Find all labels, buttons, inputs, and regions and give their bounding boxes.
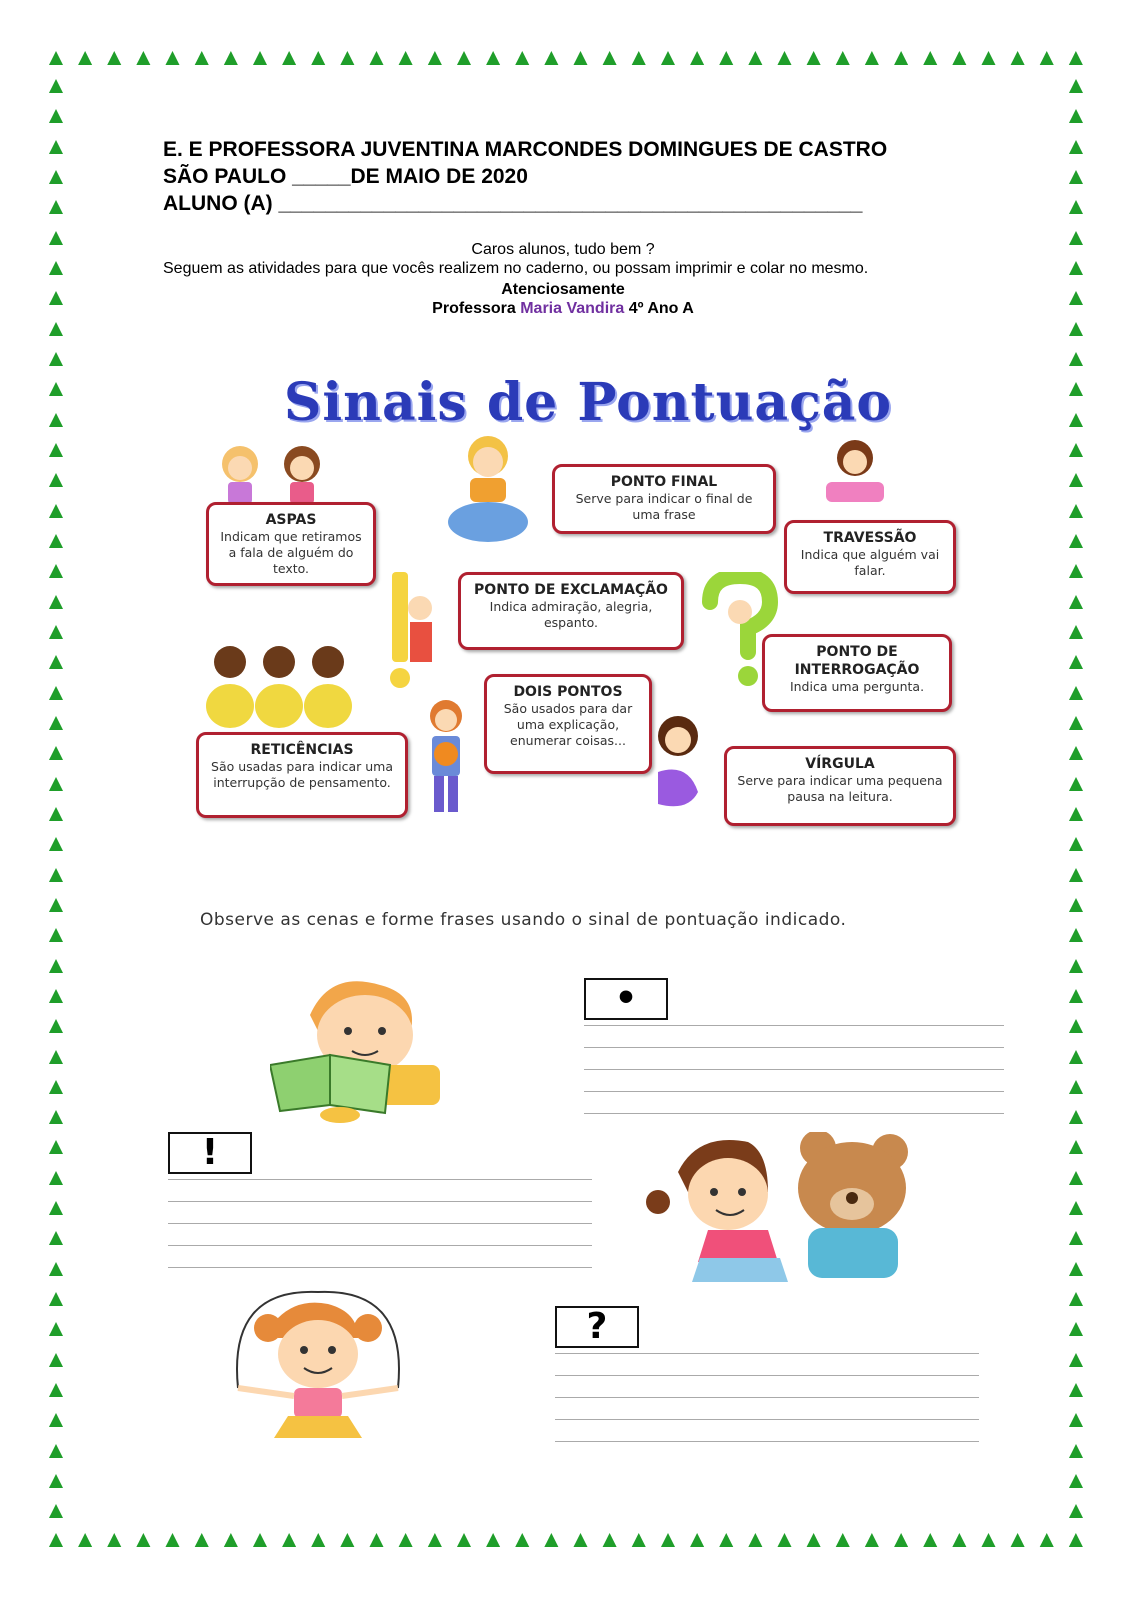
tree-icon: ▲: [1064, 648, 1088, 676]
tree-icon: ▲: [1064, 496, 1088, 524]
tree-icon: ▲: [1064, 72, 1088, 99]
tree-icon: ▲: [44, 1194, 68, 1222]
tree-icon: ▲: [1064, 102, 1088, 130]
signature: [163, 299, 963, 318]
tree-icon: ▲: [218, 1526, 243, 1553]
tree-icon: ▲: [44, 72, 68, 99]
tree-icon: ▲: [656, 44, 680, 71]
tree-icon: ▲: [422, 44, 447, 71]
tree-icon: ▲: [102, 1526, 127, 1553]
tree-icon: ▲: [277, 44, 301, 71]
card-interrogacao: [762, 634, 952, 712]
poster-title: Sinais de Pontuação: [283, 372, 893, 433]
card-title: TRAVESSÃO: [823, 530, 917, 546]
tree-icon: ▲: [44, 1012, 68, 1040]
tree-icon: ▲: [481, 1526, 505, 1553]
tree-icon: ▲: [364, 44, 389, 71]
card-desc: Indicam que retiramos a fala de alguém do texto.: [220, 529, 362, 576]
tree-icon: ▲: [44, 1103, 68, 1131]
tree-icon: ▲: [1064, 193, 1088, 221]
card-title: RETICÊNCIAS: [250, 742, 354, 758]
class-name: 4º Ano A: [628, 300, 694, 317]
tree-icon: ▲: [1064, 921, 1088, 949]
tree-icon: ▲: [568, 44, 593, 71]
tree-icon: ▲: [364, 1526, 389, 1553]
tree-icon: ▲: [510, 1526, 535, 1553]
tree-icon: ▲: [44, 951, 68, 979]
tree-icon: ▲: [44, 193, 68, 221]
tree-icon: ▲: [189, 44, 214, 71]
tree-icon: ▲: [248, 44, 272, 71]
tree-icon: ▲: [44, 617, 68, 645]
tree-icon: ▲: [539, 44, 564, 71]
tree-icon: ▲: [44, 830, 68, 858]
signature-prefix: Professora: [432, 300, 516, 317]
tree-icon: ▲: [1005, 44, 1030, 71]
tree-icon: ▲: [44, 1406, 68, 1434]
card-desc: Indica que alguém vai falar.: [800, 547, 940, 578]
tree-icon: ▲: [714, 44, 739, 71]
tree-icon: ▲: [73, 44, 98, 71]
tree-icon: ▲: [44, 44, 68, 71]
tree-icon: ▲: [1064, 344, 1088, 372]
tree-icon: ▲: [1064, 44, 1088, 71]
card-desc: Indica admiração, alegria, espanto.: [489, 599, 653, 630]
card-title: PONTO DE EXCLAMAÇÃO: [474, 582, 668, 598]
card-dois-pontos: [484, 674, 652, 774]
card-title: PONTO FINAL: [610, 474, 718, 490]
three-kids-illustration: [204, 640, 354, 732]
tree-icon: ▲: [1064, 799, 1088, 827]
tree-icon: ▲: [44, 769, 68, 797]
tree-icon: ▲: [44, 739, 68, 767]
card-desc: São usados para dar uma explicação, enumerar coisas...: [503, 701, 633, 748]
answer-lines-period[interactable]: [584, 1004, 1004, 1114]
tree-border-bottom: [44, 1528, 1088, 1552]
tree-icon: ▲: [44, 435, 68, 463]
tree-icon: ▲: [44, 1376, 68, 1404]
tree-icon: ▲: [1064, 1133, 1088, 1161]
tree-icon: ▲: [1064, 1345, 1088, 1373]
tree-icon: ▲: [1064, 1012, 1088, 1040]
tree-icon: ▲: [44, 587, 68, 615]
tree-border-top: [44, 46, 1088, 70]
tree-icon: ▲: [1064, 951, 1088, 979]
tree-icon: ▲: [44, 223, 68, 251]
tree-icon: ▲: [1064, 830, 1088, 858]
tree-icon: ▲: [44, 1072, 68, 1100]
tree-icon: ▲: [248, 1526, 272, 1553]
tree-icon: ▲: [1064, 587, 1088, 615]
tree-icon: ▲: [44, 708, 68, 736]
date-line: SÃO PAULO _____DE MAIO DE 2020: [163, 165, 528, 188]
tree-icon: ▲: [1064, 435, 1088, 463]
tree-icon: ▲: [335, 44, 360, 71]
tree-icon: ▲: [1064, 1042, 1088, 1070]
card-exclamacao: [458, 572, 684, 650]
tree-icon: ▲: [44, 981, 68, 1009]
tree-icon: ▲: [44, 1345, 68, 1373]
tree-icon: ▲: [44, 860, 68, 888]
tree-icon: ▲: [947, 44, 972, 71]
tree-icon: ▲: [481, 44, 505, 71]
card-desc: Serve para indicar uma pequena pausa na leitura.: [737, 773, 943, 804]
tree-icon: ▲: [510, 44, 535, 71]
tree-icon: ▲: [1064, 1224, 1088, 1252]
tree-icon: ▲: [44, 648, 68, 676]
girl-hugging-bear-illustration: [638, 1132, 918, 1282]
card-title: VÍRGULA: [805, 756, 875, 772]
tree-icon: ▲: [626, 44, 651, 71]
tree-icon: ▲: [597, 44, 622, 71]
tree-icon: ▲: [889, 44, 913, 71]
tree-icon: ▲: [44, 1497, 68, 1525]
card-desc: São usadas para indicar uma interrupção de pensamento.: [211, 759, 393, 790]
card-aspas: [206, 502, 376, 586]
tree-icon: ▲: [1064, 769, 1088, 797]
tree-icon: ▲: [1064, 162, 1088, 190]
exclamation-symbol-box: !: [168, 1132, 252, 1174]
tree-icon: ▲: [1064, 1526, 1088, 1553]
tree-icon: ▲: [976, 44, 1001, 71]
tree-icon: ▲: [860, 1526, 884, 1553]
tree-icon: ▲: [277, 1526, 301, 1553]
tree-icon: ▲: [1064, 981, 1088, 1009]
tree-icon: ▲: [1064, 466, 1088, 494]
tree-icon: ▲: [44, 405, 68, 433]
answer-lines-question[interactable]: [555, 1332, 979, 1442]
tree-icon: ▲: [772, 44, 797, 71]
tree-icon: ▲: [1064, 223, 1088, 251]
tree-icon: ▲: [131, 1526, 156, 1553]
tree-icon: ▲: [860, 44, 884, 71]
tree-icon: ▲: [1064, 739, 1088, 767]
teacher-name: Maria Vandira: [520, 300, 625, 317]
period-symbol-box: •: [584, 978, 668, 1020]
exclamation-kid-illustration: [384, 568, 436, 698]
tree-icon: ▲: [1064, 678, 1088, 706]
tree-icon: ▲: [1064, 314, 1088, 342]
tree-icon: ▲: [73, 1526, 98, 1553]
tree-icon: ▲: [1064, 890, 1088, 918]
tree-icon: ▲: [44, 162, 68, 190]
tree-icon: ▲: [685, 44, 709, 71]
student-line: ALUNO (A) __________________________________________________: [163, 192, 863, 215]
tree-icon: ▲: [1064, 860, 1088, 888]
tree-icon: ▲: [1064, 1467, 1088, 1495]
tree-icon: ▲: [801, 44, 826, 71]
tree-border-left: [44, 74, 68, 1524]
exercise-instruction: Observe as cenas e forme frases usando o sinal de pontuação indicado.: [200, 910, 847, 930]
school-name: E. E PROFESSORA JUVENTINA MARCONDES DOMINGUES DE CASTRO: [163, 138, 888, 161]
tree-icon: ▲: [44, 1467, 68, 1495]
tree-icon: ▲: [393, 44, 418, 71]
tree-icon: ▲: [1064, 1315, 1088, 1343]
tree-icon: ▲: [976, 1526, 1001, 1553]
tree-icon: ▲: [189, 1526, 214, 1553]
tree-icon: ▲: [656, 1526, 680, 1553]
card-ponto-final: [552, 464, 776, 534]
card-reticencias: [196, 732, 408, 818]
boy-on-ball-illustration: [428, 434, 548, 542]
tree-icon: ▲: [1034, 1526, 1059, 1553]
tree-icon: ▲: [1064, 526, 1088, 554]
tree-icon: ▲: [918, 44, 943, 71]
answer-lines-exclamation[interactable]: [168, 1158, 592, 1268]
tree-icon: ▲: [1064, 1163, 1088, 1191]
card-desc: Serve para indicar o final de uma frase: [575, 491, 753, 522]
tree-icon: ▲: [568, 1526, 593, 1553]
tree-icon: ▲: [1064, 405, 1088, 433]
tree-icon: ▲: [160, 1526, 185, 1553]
tree-icon: ▲: [1064, 708, 1088, 736]
tree-icon: ▲: [306, 44, 331, 71]
tree-icon: ▲: [44, 1254, 68, 1282]
tree-icon: ▲: [44, 314, 68, 342]
tree-icon: ▲: [44, 1042, 68, 1070]
two-girls-illustration: [202, 440, 342, 504]
tree-icon: ▲: [889, 1526, 913, 1553]
tree-icon: ▲: [44, 1436, 68, 1464]
tree-icon: ▲: [1064, 1072, 1088, 1100]
tree-icon: ▲: [44, 132, 68, 160]
tree-icon: ▲: [44, 1163, 68, 1191]
closing: Atenciosamente: [501, 281, 625, 298]
tree-icon: ▲: [452, 1526, 476, 1553]
tree-icon: ▲: [44, 1285, 68, 1313]
tree-icon: ▲: [1064, 1254, 1088, 1282]
tree-icon: ▲: [743, 44, 768, 71]
card-travessao: [784, 520, 956, 594]
tree-icon: ▲: [44, 1133, 68, 1161]
tree-icon: ▲: [44, 102, 68, 130]
tree-icon: ▲: [131, 44, 156, 71]
tree-icon: ▲: [44, 375, 68, 403]
punctuation-poster: [196, 372, 1026, 852]
tree-icon: ▲: [44, 921, 68, 949]
tree-icon: ▲: [1064, 375, 1088, 403]
tree-icon: ▲: [44, 1315, 68, 1343]
tree-icon: ▲: [830, 44, 855, 71]
tree-icon: ▲: [44, 557, 68, 585]
header: [163, 136, 963, 217]
tree-icon: ▲: [714, 1526, 739, 1553]
card-title: ASPAS: [265, 512, 317, 528]
tree-icon: ▲: [1005, 1526, 1030, 1553]
tree-icon: ▲: [422, 1526, 447, 1553]
tree-icon: ▲: [1064, 1497, 1088, 1525]
tree-icon: ▲: [1064, 617, 1088, 645]
tree-icon: ▲: [306, 1526, 331, 1553]
tree-icon: ▲: [772, 1526, 797, 1553]
tree-icon: ▲: [44, 890, 68, 918]
tree-icon: ▲: [44, 253, 68, 281]
card-virgula: [724, 746, 956, 826]
tree-icon: ▲: [1064, 132, 1088, 160]
tree-icon: ▲: [452, 44, 476, 71]
tree-icon: ▲: [685, 1526, 709, 1553]
boy-reading-illustration: [270, 975, 470, 1125]
tree-icon: ▲: [102, 44, 127, 71]
tree-icon: ▲: [218, 44, 243, 71]
girl-jumping-rope-illustration: [218, 1288, 418, 1468]
tree-icon: ▲: [44, 526, 68, 554]
tree-icon: ▲: [1064, 284, 1088, 312]
tree-border-right: [1064, 74, 1088, 1524]
tree-icon: ▲: [626, 1526, 651, 1553]
tree-icon: ▲: [44, 1224, 68, 1252]
tree-icon: ▲: [1064, 1406, 1088, 1434]
tree-icon: ▲: [539, 1526, 564, 1553]
tree-icon: ▲: [44, 284, 68, 312]
tree-icon: ▲: [393, 1526, 418, 1553]
tree-icon: ▲: [44, 344, 68, 372]
card-title: DOIS PONTOS: [513, 684, 623, 700]
tree-icon: ▲: [830, 1526, 855, 1553]
letter: [163, 240, 963, 318]
tree-icon: ▲: [947, 1526, 972, 1553]
card-desc: Indica uma pergunta.: [789, 679, 925, 694]
tree-icon: ▲: [918, 1526, 943, 1553]
tree-icon: ▲: [1064, 1103, 1088, 1131]
greeting: Caros alunos, tudo bem ?: [471, 241, 655, 258]
tree-icon: ▲: [44, 678, 68, 706]
tree-icon: ▲: [1064, 1436, 1088, 1464]
tree-icon: ▲: [597, 1526, 622, 1553]
tree-icon: ▲: [1064, 557, 1088, 585]
tree-icon: ▲: [160, 44, 185, 71]
tree-icon: ▲: [1064, 253, 1088, 281]
boy-with-ball-illustration: [418, 698, 474, 818]
tree-icon: ▲: [1064, 1194, 1088, 1222]
tree-icon: ▲: [44, 799, 68, 827]
girl-holding-sign-illustration: [820, 438, 890, 514]
tree-icon: ▲: [1064, 1285, 1088, 1313]
card-title: PONTO DE INTERROGAÇÃO: [794, 644, 920, 678]
tree-icon: ▲: [44, 1526, 68, 1553]
tree-icon: ▲: [44, 466, 68, 494]
tree-icon: ▲: [44, 496, 68, 524]
tree-icon: ▲: [1064, 1376, 1088, 1404]
tree-icon: ▲: [743, 1526, 768, 1553]
letter-body: Seguem as atividades para que vocês realizem no caderno, ou possam imprimir e colar no mesmo.: [163, 260, 869, 277]
tree-icon: ▲: [1034, 44, 1059, 71]
tree-icon: ▲: [335, 1526, 360, 1553]
tree-icon: ▲: [801, 1526, 826, 1553]
question-symbol-box: ?: [555, 1306, 639, 1348]
